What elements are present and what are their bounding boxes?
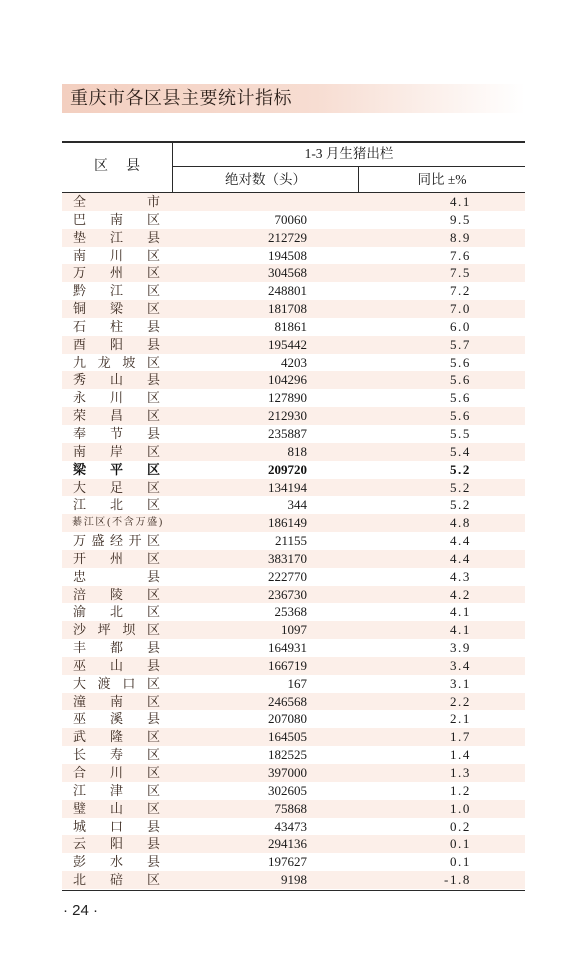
district-name: 彭水县	[73, 854, 160, 870]
district-name: 九龙坡区	[73, 354, 160, 370]
pig-output-value: 248801	[268, 283, 307, 299]
table-body	[62, 193, 525, 889]
yoy-change-value: 5.4	[449, 443, 471, 459]
yoy-change-value: 5.6	[449, 354, 471, 370]
table-row	[62, 479, 525, 497]
pig-output-value: 134194	[268, 479, 307, 495]
header-region: 区县	[94, 159, 158, 174]
table-row	[62, 782, 525, 800]
yoy-change-value: 1.0	[449, 800, 471, 816]
pig-output-value: 1097	[281, 622, 307, 638]
yoy-change-value: 5.7	[449, 336, 471, 352]
pig-output-value: 164931	[268, 640, 307, 656]
district-name: 巫山县	[73, 657, 160, 673]
table-row	[62, 693, 525, 711]
table-row	[62, 371, 525, 389]
table-row	[62, 425, 525, 443]
district-name: 南川区	[73, 247, 160, 263]
pig-output-value: 209720	[268, 461, 307, 477]
district-name: 綦江区(不含万盛)	[72, 517, 162, 529]
yoy-change-value: 4.1	[449, 622, 471, 638]
yoy-change-value: 5.2	[449, 461, 471, 477]
yoy-change-value: 4.4	[449, 533, 471, 549]
pig-output-value: 294136	[268, 836, 307, 852]
pig-output-value: 70060	[274, 211, 307, 227]
yoy-change-value: 2.2	[449, 693, 471, 709]
district-name: 潼南区	[73, 693, 160, 709]
table-bottom-rule	[62, 890, 525, 891]
yoy-change-value: 5.2	[449, 497, 471, 513]
district-name: 沙坪坝区	[73, 622, 160, 638]
yoy-change-value: 7.5	[449, 265, 471, 281]
table-row	[62, 389, 525, 407]
yoy-change-value: 5.5	[449, 425, 471, 441]
table-row	[62, 336, 525, 354]
table-row	[62, 318, 525, 336]
pig-output-value: 383170	[268, 550, 307, 566]
table-row	[62, 871, 525, 889]
yoy-change-value: 8.9	[449, 229, 471, 245]
page-number: · 24 ·	[63, 902, 99, 919]
yoy-change-value: 0.1	[449, 836, 471, 852]
pig-output-value: 235887	[268, 425, 307, 441]
table-row	[62, 657, 525, 675]
yoy-change-value: 1.4	[449, 747, 471, 763]
district-name: 奉节县	[73, 425, 160, 441]
yoy-change-value: 3.1	[449, 675, 471, 691]
yoy-change-value: 1.2	[449, 782, 471, 798]
pig-output-value: 182525	[268, 747, 307, 763]
pig-output-value: 81861	[274, 318, 307, 334]
district-name: 秀山县	[73, 372, 160, 388]
table-row	[62, 800, 525, 818]
district-name: 江北区	[73, 497, 160, 513]
yoy-change-value: 5.2	[449, 479, 471, 495]
table-row	[62, 461, 525, 479]
yoy-change-value: 7.0	[449, 301, 471, 317]
yoy-change-value: 4.2	[449, 586, 471, 602]
table-row	[62, 853, 525, 871]
table-row	[62, 247, 525, 265]
yoy-change-value: 1.7	[449, 729, 471, 745]
pig-output-value: 397000	[268, 765, 307, 780]
yoy-change-value: 3.9	[449, 640, 471, 656]
table-row	[62, 354, 525, 372]
pig-output-value: 75868	[274, 800, 307, 816]
yoy-change-value: 3.4	[449, 657, 471, 673]
district-name: 大渡口区	[73, 675, 160, 691]
table-row	[62, 568, 525, 586]
header-pig-output-group: 1-3 月生猪出栏	[304, 146, 394, 161]
district-name: 忠县	[73, 568, 160, 584]
statistics-table	[62, 141, 525, 891]
district-name: 开州区	[73, 550, 160, 566]
yoy-change-value: 4.4	[449, 550, 471, 566]
district-name: 北碚区	[73, 872, 160, 888]
district-name: 酉阳县	[73, 336, 160, 352]
table-row	[62, 496, 525, 514]
table-row	[62, 264, 525, 282]
yoy-change-value: 5.6	[449, 372, 471, 388]
pig-output-value: 25368	[274, 604, 307, 620]
district-name: 万盛经开区	[73, 533, 160, 549]
table-row	[62, 621, 525, 639]
district-name: 南岸区	[73, 443, 160, 459]
pig-output-value: 167	[287, 675, 307, 691]
yoy-change-value: 2.1	[449, 711, 471, 727]
pig-output-value: 207080	[268, 711, 307, 727]
pig-output-value: 212729	[268, 229, 307, 245]
district-name: 渝北区	[73, 604, 160, 620]
table-row	[62, 639, 525, 657]
yoy-change-value: 9.5	[449, 211, 471, 227]
pig-output-value: 302605	[268, 782, 307, 798]
header-absolute-number: 绝对数（头）	[225, 172, 306, 187]
pig-output-value: 21155	[274, 533, 307, 549]
yoy-change-value: 4.1	[449, 604, 471, 620]
pig-output-value: 43473	[274, 818, 307, 834]
district-name: 城口县	[73, 818, 160, 834]
pig-output-value	[172, 193, 307, 211]
district-name: 江津区	[73, 782, 160, 798]
yoy-change-value: 4.1	[449, 194, 471, 209]
yoy-change-value: 6.0	[449, 318, 471, 334]
table-row	[62, 746, 525, 764]
pig-output-value: 818	[287, 443, 307, 459]
pig-output-value: 186149	[268, 515, 307, 531]
yoy-change-value: 4.3	[449, 568, 471, 584]
table-row	[62, 300, 525, 318]
district-name: 巫溪县	[73, 711, 160, 727]
yoy-change-value: 4.8	[449, 515, 471, 531]
yoy-change-value: 7.6	[449, 247, 471, 263]
pig-output-value: 9198	[281, 872, 307, 888]
pig-output-value: 104296	[268, 372, 307, 388]
table-row	[62, 443, 525, 461]
table-row	[62, 282, 525, 300]
pig-output-value: 246568	[268, 693, 307, 709]
district-name: 万州区	[73, 265, 160, 281]
table-row	[62, 407, 525, 425]
district-name: 梁平区	[73, 461, 160, 477]
table-row	[62, 532, 525, 550]
pig-output-value: 127890	[268, 390, 307, 406]
table-row	[62, 603, 525, 621]
district-name: 黔江区	[73, 283, 160, 299]
district-name: 合川区	[73, 765, 160, 780]
district-name: 长寿区	[73, 747, 160, 763]
table-row	[62, 514, 525, 532]
pig-output-value: 181708	[268, 301, 307, 317]
district-name: 武隆区	[73, 729, 160, 745]
yoy-change-value: 5.6	[449, 408, 471, 424]
district-name: 涪陵区	[73, 586, 160, 602]
table-row	[62, 550, 525, 568]
table-row	[62, 211, 525, 229]
page-title: 重庆市各区县主要统计指标	[70, 88, 292, 109]
pig-output-value: 222770	[268, 568, 307, 584]
table-row	[62, 835, 525, 853]
header-yoy-change: 同比 ±%	[417, 172, 467, 187]
table-row	[62, 586, 525, 604]
table-row	[62, 229, 525, 247]
yoy-change-value: 1.3	[449, 765, 471, 780]
district-name: 垫江县	[73, 229, 160, 245]
district-name: 永川区	[73, 390, 160, 406]
pig-output-value: 344	[287, 497, 307, 513]
pig-output-value: 164505	[268, 729, 307, 745]
district-name: 铜梁区	[73, 301, 160, 317]
yoy-change-value: 0.2	[449, 818, 471, 834]
table-row	[62, 818, 525, 836]
pig-output-value: 166719	[268, 657, 307, 673]
district-name: 璧山区	[73, 800, 160, 816]
table-row	[62, 728, 525, 746]
yoy-change-value: 0.1	[449, 854, 471, 870]
pig-output-value: 304568	[268, 265, 307, 281]
table-row	[62, 764, 525, 782]
district-name: 丰都县	[73, 640, 160, 656]
district-name: 云阳县	[73, 836, 160, 852]
table-row	[62, 193, 525, 211]
table-row	[62, 710, 525, 728]
pig-output-value: 4203	[281, 354, 307, 370]
district-name: 巴南区	[73, 211, 160, 227]
district-name: 大足区	[73, 479, 160, 495]
title-bar	[62, 84, 525, 113]
pig-output-value: 195442	[268, 336, 307, 352]
district-name: 全市	[73, 194, 160, 209]
district-name: 荣昌区	[73, 408, 160, 424]
pig-output-value: 197627	[268, 854, 307, 870]
yoy-change-value: 5.6	[449, 390, 471, 406]
pig-output-value: 212930	[268, 408, 307, 424]
pig-output-value: 236730	[268, 586, 307, 602]
yoy-change-value: 7.2	[449, 283, 471, 299]
yoy-change-value: -1.8	[444, 872, 471, 888]
district-name: 石柱县	[73, 318, 160, 334]
table-row	[62, 675, 525, 693]
pig-output-value: 194508	[268, 247, 307, 263]
